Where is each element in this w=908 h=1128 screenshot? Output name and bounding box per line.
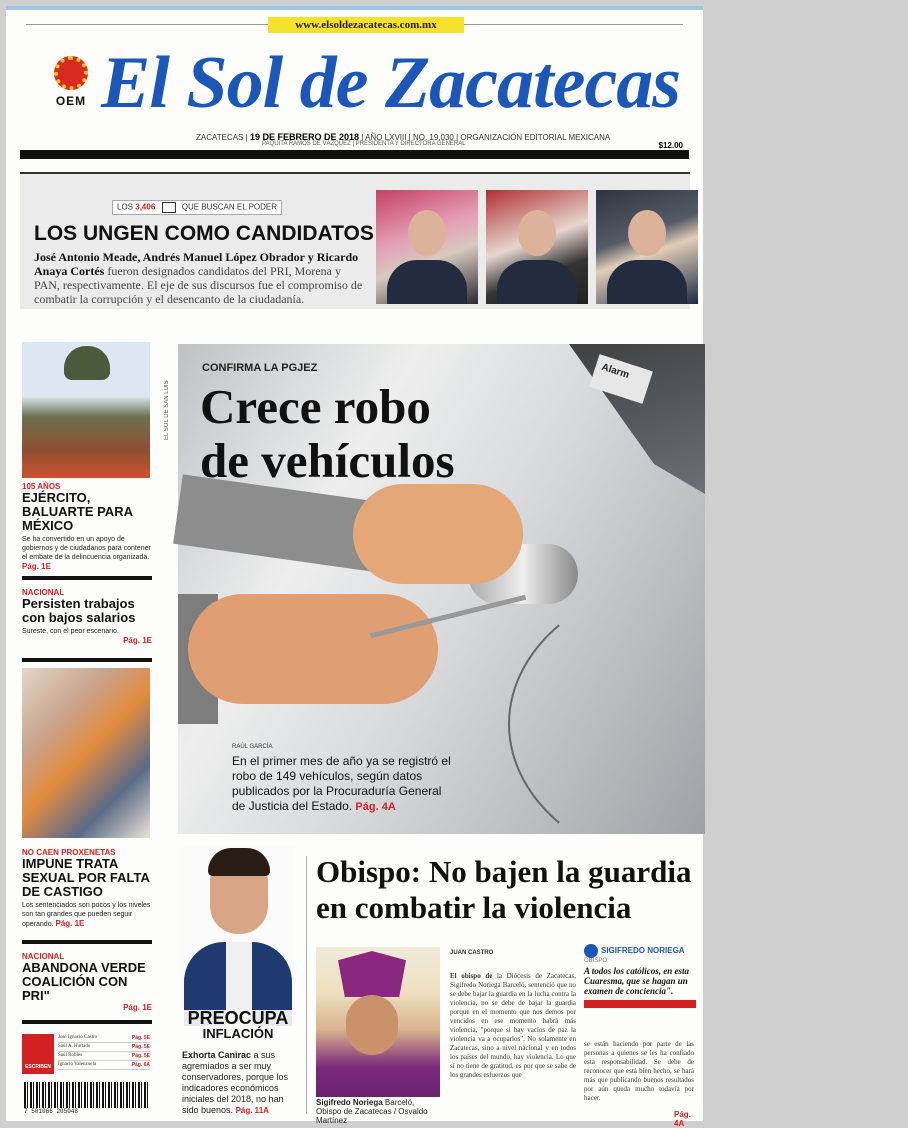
price: $12.00 (658, 141, 683, 150)
quote-text: A todos los católicos, en esta Cuaresma, que se hagan un examen de conciencia". (584, 966, 690, 996)
page-ref: Pág. 11A (235, 1106, 269, 1115)
canirac-photo (182, 846, 294, 1026)
sleeve (173, 474, 381, 571)
headline-line2: de vehículos (200, 433, 455, 488)
photo-credit: RAÚL GARCÍA (232, 744, 273, 750)
barcode (24, 1082, 150, 1108)
divider (22, 940, 152, 944)
lead-headline[interactable]: LOS UNGEN COMO CANDIDATOS (34, 222, 374, 245)
page-ref: Pág. 1E (55, 919, 85, 928)
page-ref: Pág. 1E (22, 562, 51, 571)
quote-role: OBISPO (584, 958, 608, 964)
lead-body-text: fueron designados candidatos del PRI, Morena y PAN, respectivamente. El eje de sus discursos fue el compromiso de combatir la corrupción y el desencanto de la ciudadanía. (34, 264, 363, 306)
bishop-column-1: El obispo de la Diócesis de Zacatecas, Sigifredo Noriega Barceló, sentenció que no se debe bajar la guardia en la lucha contra la violencia, no se debe de bajar la guardia porque en el momento que nos demos por vencidos en ese momento habrá más violencia, "porque si hay vacíos de paz la violencia va a ocuparlos". No solamente en Zacatecas, sino a nivel nacional y en todos los países del mundo, hay violencia. Lo que sí no tiene de gratitud, es por que se sabe de los grandes esfuerzos que (450, 972, 576, 1079)
bishop-page-ref: Pág. 4A (674, 1110, 691, 1128)
divider (22, 576, 152, 580)
body: Se ha convertido en un apoyo de gobiernos y de ciudadanos para contener el embate de la delincuencia organizada. Pág. 1E (22, 536, 151, 571)
alarm-sticker: Alarm (589, 354, 653, 404)
story-salarios[interactable] (22, 588, 152, 645)
index-row[interactable]: José Ignacio Castro Pág. 5E (58, 1035, 150, 1041)
newspaper-front-page (6, 6, 703, 1128)
masthead-title: El Sol de Zacatecas (101, 42, 681, 124)
inflation-body: Exhorta Canirac a sus agremiados a ser muy conservadores, porque los indicadores económicos iniciales del 2018, no han sido buenos. Pág. 11A (182, 1050, 289, 1115)
bishop-caption: Sigifredo Noriega Barceló, Obispo de Zacatecas / Osvaldo Martínez (316, 1098, 428, 1125)
page-ref: Pág. 1E (123, 636, 152, 645)
ballot-box-icon (162, 202, 176, 213)
index-row[interactable]: Ignacio Valenzuela Pág. 6A (58, 1062, 150, 1068)
hand-upper (353, 484, 523, 584)
headline: Persisten trabajos con bajos salarios (22, 596, 136, 625)
soldier-photo (22, 342, 150, 478)
bishop-photo (316, 947, 440, 1097)
page-ref: Pág. 1E (123, 1003, 152, 1012)
hand-lower (188, 594, 438, 704)
lead-body (34, 250, 364, 306)
oem-logo (48, 56, 94, 114)
illustration-trata (22, 668, 150, 838)
kicker: NACIONAL (22, 952, 65, 961)
story-verde[interactable] (22, 952, 152, 1012)
door-seam (508, 574, 908, 874)
quote-icon (584, 944, 598, 958)
page-ref: Pág. 4A (355, 801, 396, 813)
candidate-photo-lopez-obrador (486, 190, 588, 304)
byline: JUAN CASTRO (450, 950, 494, 956)
body: Los sentenciados son pocos y los niveles son tan grandes que pueden seguir operando. Pág. 1E (22, 902, 151, 928)
headline-line1: Crece robo (200, 379, 431, 434)
headline: IMPUNE TRATA SEXUAL POR FALTA DE CASTIGO (22, 856, 150, 899)
candidate-photo-anaya (596, 190, 698, 304)
body: Sureste, con el peor escenario. (22, 628, 119, 635)
columnist-index (58, 1034, 150, 1070)
main-body: En el primer mes de año ya se registró el robo de 149 vehículos, según datos publicados por la Procuraduría General de Justicia del Estado. Pág. 4A (232, 754, 451, 813)
lead-names: José Antonio Meade, Andrés Manuel López Obrador y Ricardo Anaya Cortés (34, 250, 359, 278)
side-credit: EL SOL DE SAN LUIS (164, 380, 170, 440)
dateline: ZACATECAS | 19 DE FEBRERO DE 2018 | AÑO LXVIII | NO. 19,030 | ORGANIZACIÓN EDITORIAL MEXICANA (196, 132, 611, 142)
kicker: 105 AÑOS (22, 482, 61, 491)
barcode-number: 7 501066 205048 (24, 1108, 79, 1115)
index-row[interactable]: Saúl Robles Pág. 5E (58, 1053, 150, 1059)
bishop-column-2: se están haciendo por parte de las personas a quienes se les ha confiado esta responsabilidad. Se debe de reconocer que está bien hecho, se hará más que publicando buenos resultados por aún queda mucho todavía por hacer. (584, 1040, 694, 1102)
candidate-photo-meade (376, 190, 478, 304)
kicker: NO CAEN PROXENETAS (22, 848, 116, 857)
kicker: NACIONAL (22, 588, 65, 597)
sun-icon (54, 56, 88, 90)
tag-prefix: LOS (117, 202, 134, 212)
main-headline (200, 380, 455, 488)
quote-name: SIGIFREDO NORIEGA (601, 946, 685, 956)
main-kicker: CONFIRMA LA PGJEZ (202, 362, 318, 374)
header-bar (20, 150, 689, 159)
headline: EJÉRCITO, BALUARTE PARA MÉXICO (22, 490, 133, 533)
story-trata[interactable] (22, 848, 152, 929)
index-row[interactable]: Saúl A. Hurtado Pág. 5E (58, 1044, 150, 1050)
divider (22, 658, 152, 662)
lead-tag (112, 200, 282, 215)
site-url[interactable]: www.elsoldezacatecas.com.mx (268, 17, 464, 33)
tag-number: 3,406 (135, 202, 156, 212)
dateline-org: ORGANIZACIÓN EDITORIAL MEXICANA (460, 133, 611, 142)
footer (22, 1034, 150, 1114)
left-column (20, 336, 158, 1126)
column-rule (306, 856, 307, 1114)
headline-line2: INFLACIÓN (202, 1026, 274, 1041)
lead-story (20, 172, 690, 309)
tag-suffix: QUE BUSCAN EL PODER (181, 202, 278, 212)
dateline-date: 19 DE FEBRERO DE 2018 (249, 132, 359, 142)
quote-bar (584, 1000, 696, 1008)
headline: ABANDONA VERDE COALICIÓN CON PRI" (22, 960, 146, 1003)
dateline-city: ZACATECAS (196, 133, 244, 142)
headline-line1: PREOCUPA (187, 1008, 289, 1028)
divider (22, 1020, 152, 1024)
logo-text: OEM (55, 94, 87, 108)
bishop-headline[interactable]: Obispo: No bajen la guardia en combatir la violencia (316, 854, 692, 925)
dateline-issue: AÑO LXVIII | NO. 19,030 (365, 133, 454, 142)
escriben-badge: ESCRIBEN (22, 1034, 54, 1074)
main-story[interactable] (178, 344, 705, 834)
staff-line: PAQUITA RAMOS DE VÁZQUEZ | PRESIDENTA Y DIRECTORA GENERAL (262, 141, 466, 147)
inflation-headline[interactable] (182, 1010, 294, 1042)
bishop-quote (584, 944, 696, 1008)
story-ejercito[interactable] (22, 482, 152, 572)
